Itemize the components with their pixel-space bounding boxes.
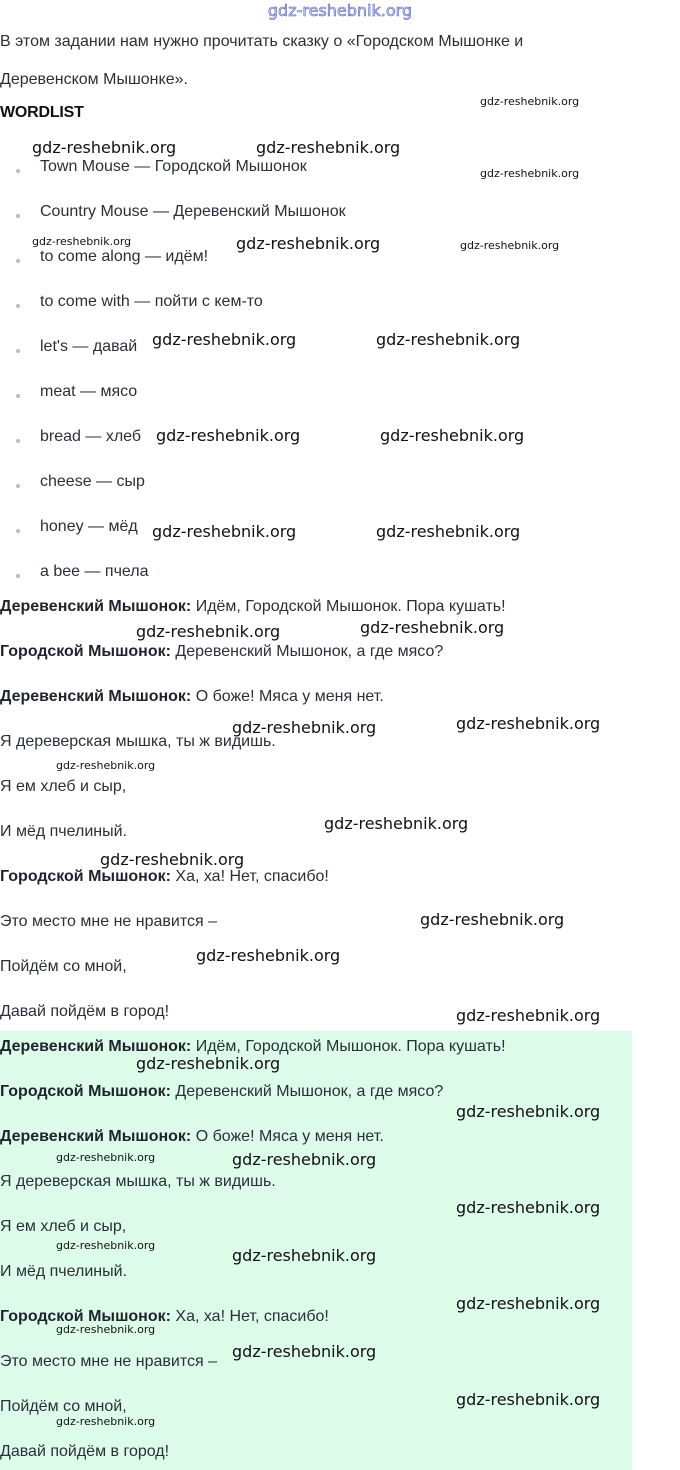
watermark-text: gdz-reshebnik.org xyxy=(232,718,377,737)
watermark-text: gdz-reshebnik.org xyxy=(256,138,401,157)
bullet-icon xyxy=(16,214,20,218)
dialogue-line xyxy=(0,1128,384,1146)
speaker-label: Деревенский Мышонок: xyxy=(0,598,192,615)
watermark-text: gdz-reshebnik.org xyxy=(56,759,156,772)
speaker-label: Городской Мышонок: xyxy=(0,1308,171,1325)
watermark-text: gdz-reshebnik.org xyxy=(56,1415,156,1428)
dialogue-text: О боже! Мяса у меня нет. xyxy=(191,688,384,705)
wordlist-item: cheese — сыр xyxy=(40,473,145,490)
dialogue-line: Это место мне не нравится – xyxy=(0,1353,217,1370)
site-watermark-header: gdz-reshebnik.org xyxy=(267,1,413,20)
dialogue-text: Деревенский Мышонок, а где мясо? xyxy=(170,1083,444,1100)
wordlist-item: let's — давай xyxy=(40,338,138,355)
watermark-text: gdz-reshebnik.org xyxy=(456,714,601,733)
watermark-text: gdz-reshebnik.org xyxy=(456,1102,601,1121)
dialogue-text: О боже! Мяса у меня нет. xyxy=(191,1128,384,1145)
watermark-text: gdz-reshebnik.org xyxy=(196,946,341,965)
bullet-icon xyxy=(16,529,20,533)
watermark-text: gdz-reshebnik.org xyxy=(156,426,301,445)
dialogue-text: Ха, ха! Нет, спасибо! xyxy=(170,1308,329,1325)
watermark-text: gdz-reshebnik.org xyxy=(56,1323,156,1336)
watermark-text: gdz-reshebnik.org xyxy=(100,850,245,869)
watermark-text: gdz-reshebnik.org xyxy=(456,1006,601,1025)
dialogue-line: Пойдём со мной, xyxy=(0,1398,127,1415)
speaker-label: Деревенский Мышонок: xyxy=(0,1038,192,1055)
dialogue-line: Давай пойдём в город! xyxy=(0,1003,170,1020)
wordlist-item: to come along — идём! xyxy=(40,248,209,265)
dialogue-text: Деревенский Мышонок, а где мясо? xyxy=(170,643,444,660)
watermark-text: gdz-reshebnik.org xyxy=(456,1390,601,1409)
dialogue-line: И мёд пчелиный. xyxy=(0,823,127,840)
watermark-text: gdz-reshebnik.org xyxy=(56,1239,156,1252)
wordlist-title: WORDLIST xyxy=(0,104,84,121)
dialogue-line xyxy=(0,1083,443,1101)
watermark-text: gdz-reshebnik.org xyxy=(136,622,281,641)
dialogue-line xyxy=(0,1308,329,1326)
wordlist-item: meat — мясо xyxy=(40,383,138,400)
watermark-text: gdz-reshebnik.org xyxy=(152,522,297,541)
dialogue-line: Это место мне не нравится – xyxy=(0,913,217,930)
watermark-text: gdz-reshebnik.org xyxy=(420,910,565,929)
intro-line-1: В этом задании нам нужно прочитать сказку о «Городском Мышонке и xyxy=(0,33,524,50)
dialogue-line: Я ем хлеб и сыр, xyxy=(0,778,127,795)
watermark-text: gdz-reshebnik.org xyxy=(152,330,297,349)
bullet-icon xyxy=(16,439,20,443)
speaker-label: Городской Мышонок: xyxy=(0,643,171,660)
dialogue-text: Идём, Городской Мышонок. Пора кушать! xyxy=(191,1038,506,1055)
dialogue-text: Ха, ха! Нет, спасибо! xyxy=(170,868,329,885)
watermark-text: gdz-reshebnik.org xyxy=(376,330,521,349)
speaker-label: Деревенский Мышонок: xyxy=(0,688,192,705)
dialogue-line: Пойдём со мной, xyxy=(0,958,127,975)
bullet-icon xyxy=(16,349,20,353)
wordlist-item: a bee — пчела xyxy=(40,563,149,580)
dialogue-line xyxy=(0,868,329,886)
watermark-text: gdz-reshebnik.org xyxy=(136,1054,281,1073)
watermark-text: gdz-reshebnik.org xyxy=(324,814,469,833)
dialogue-line: Я ем хлеб и сыр, xyxy=(0,1218,127,1235)
speaker-label: Городской Мышонок: xyxy=(0,1083,171,1100)
watermark-text: gdz-reshebnik.org xyxy=(56,1151,156,1164)
watermark-text: gdz-reshebnik.org xyxy=(232,1246,377,1265)
wordlist-item: Town Mouse — Городской Мышонок xyxy=(40,158,307,175)
dialogue-line: И мёд пчелиный. xyxy=(0,1263,127,1280)
bullet-icon xyxy=(16,304,20,308)
watermark-text: gdz-reshebnik.org xyxy=(32,235,132,248)
bullet-icon xyxy=(16,394,20,398)
dialogue-line xyxy=(0,643,443,661)
watermark-text: gdz-reshebnik.org xyxy=(232,1150,377,1169)
bullet-icon xyxy=(16,259,20,263)
dialogue-line: Я дереверская мышка, ты ж видишь. xyxy=(0,733,276,750)
wordlist-item: Country Mouse — Деревенский Мышонок xyxy=(40,203,346,220)
watermark-text: gdz-reshebnik.org xyxy=(480,95,580,108)
speaker-label: Деревенский Мышонок: xyxy=(0,1128,192,1145)
watermark-text: gdz-reshebnik.org xyxy=(236,234,381,253)
watermark-text: gdz-reshebnik.org xyxy=(456,1294,601,1313)
speaker-label: Городской Мышонок: xyxy=(0,868,171,885)
dialogue-line: Я дереверская мышка, ты ж видишь. xyxy=(0,1173,276,1190)
intro-line-2: Деревенском Мышонке». xyxy=(0,71,188,88)
watermark-text: gdz-reshebnik.org xyxy=(456,1198,601,1217)
wordlist-item: bread — хлеб xyxy=(40,428,142,445)
watermark-text: gdz-reshebnik.org xyxy=(360,618,505,637)
watermark-text: gdz-reshebnik.org xyxy=(376,522,521,541)
watermark-text: gdz-reshebnik.org xyxy=(32,138,177,157)
watermark-text: gdz-reshebnik.org xyxy=(232,1342,377,1361)
bullet-icon xyxy=(16,574,20,578)
bullet-icon xyxy=(16,484,20,488)
watermark-text: gdz-reshebnik.org xyxy=(480,167,580,180)
watermark-text: gdz-reshebnik.org xyxy=(380,426,525,445)
bullet-icon xyxy=(16,169,20,173)
watermark-text: gdz-reshebnik.org xyxy=(460,239,560,252)
wordlist-item: to come with — пойти с кем-то xyxy=(40,293,263,310)
dialogue-text: Идём, Городской Мышонок. Пора кушать! xyxy=(191,598,506,615)
wordlist-item: honey — мёд xyxy=(40,518,138,535)
dialogue-line: Давай пойдём в город! xyxy=(0,1443,170,1460)
dialogue-line xyxy=(0,598,506,616)
dialogue-line xyxy=(0,688,384,706)
